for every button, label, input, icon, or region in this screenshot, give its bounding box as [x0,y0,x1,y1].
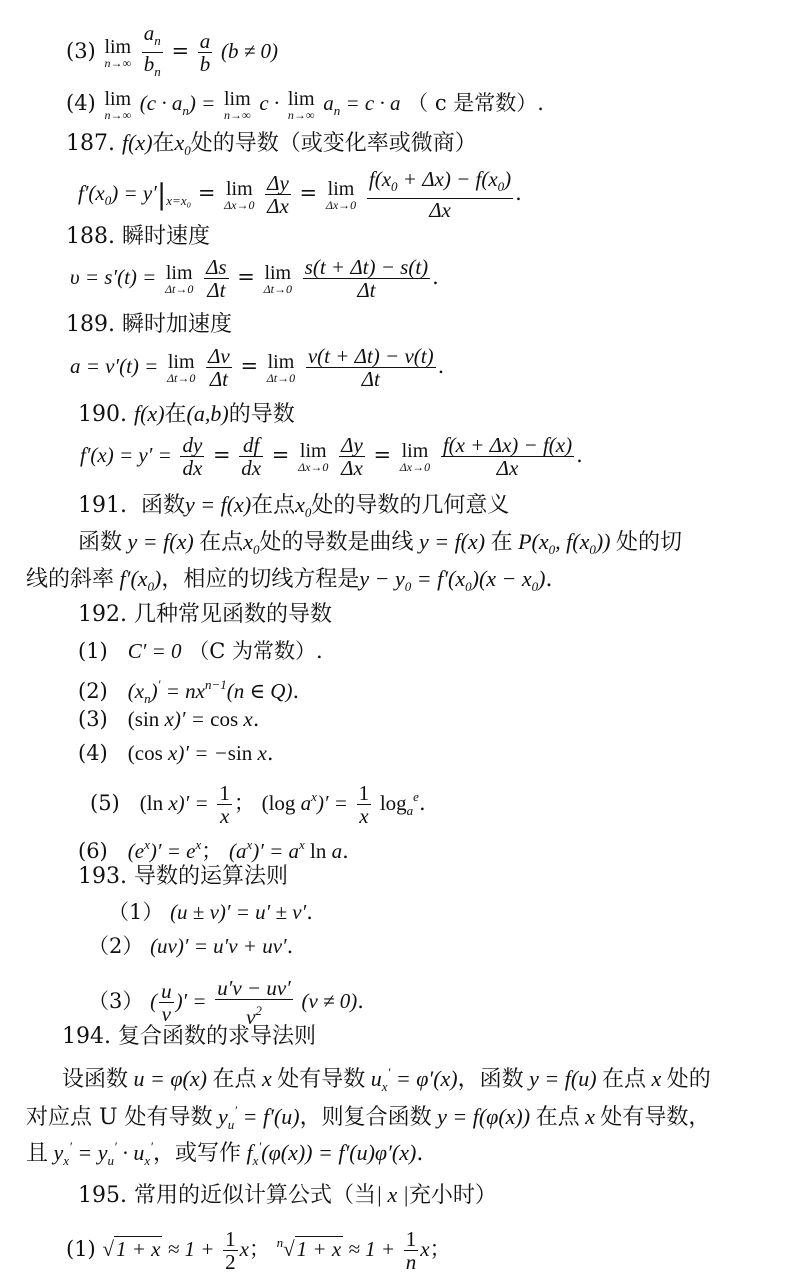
formula-derivative-at-point: $f'(x_0) = y'|_{x=x_0}$ = lim Δx→0 $\frac{\Delta y}{\Delta x}$ = lim Δx→0 $\frac{f(x_0 + \Delta x) - f(x_0)}{\Delta x}$ . [78,167,522,222]
heading-187: 187. f(x)在$x_0$处的导数（或变化率或微商） [66,130,477,158]
formula-192-2: (2) $(x_n)' = nx^{n-1}(n$ ∈ Q). [78,677,300,706]
item-label: (4) [66,91,96,115]
paragraph-194-line2: 对应点 U 处有导数 $y_u' = f'(u)$，则复合函数 y = f(φ(x)) 在点 x 处有导数， [26,1103,711,1132]
formula-192-3: (3) (sin x)′ = cos x. [78,707,260,731]
heading-191: 191. 函数y = f(x)在点$x_0$处的导数的几何意义 [78,492,510,520]
formula-192-6: (6) $(e^x)' = e^x$； $(a^x)' = a^x$ ln a. [78,837,349,863]
limit-operator: lim n→∞ [104,35,132,70]
formula-193-2: （2） (uv)′ = u′v + uv′. [88,934,294,958]
formula-192-5: (5) (ln x)′ = $\frac{1}{x}$ ； (log $a^x)'$ = $\frac{1}{x}$ $\log_a^e$. [90,781,426,828]
heading-189: 189. 瞬时加速度 [66,312,232,337]
fraction: $\frac{a}{b}$ [199,29,211,76]
formula-192-4: (4) (cos x)′ = −sin x. [78,741,274,765]
formula-193-3: （3） ( $\frac{u}{v}$ )′ = $\frac{u'v - uv'}{v^2}$ (v ≠ 0). [88,976,364,1029]
paragraph-194-line1: 设函数 u = φ(x) 在点 x 处有导数 $u_x' = \varphi'(x)$，函数 y = f(u) 在点 x 处的 [62,1065,711,1094]
paragraph-191-line2: 线的斜率 $f'(x_0)$，相应的切线方程是$y - y_0 = f'(x_0)(x - x_0)$. [26,566,553,594]
formula-195-1: (1) √1 + x ≈ 1 + $\frac{1}{2}$ x； $^n$√1 + x ≈ 1 + $\frac{1}{n}$ x； [66,1227,451,1274]
formula-instant-velocity: υ = s′(t) = lim Δt→0 $\frac{\Delta s}{\Delta t}$ = lim Δt→0 $\frac{s(t + \Delta t) - s(t)}{\Delta t}$ . [70,255,439,302]
constant-note: （ c 是常数）. [407,91,544,115]
fraction: $\frac{a_n}{b_n}$ [143,21,161,79]
item-label: (3) [66,39,96,63]
formula-limit-constant: (4) lim n→∞ $(c \cdot a_n)$ = lim n→∞ c · lim n→∞ $a_n = c \cdot a$ （ c 是常数）. [66,87,544,122]
heading-195: 195. 常用的近似计算公式（当| x |充小时） [78,1182,497,1208]
formula-192-1: (1) C′ = 0 （C 为常数）. [78,639,323,663]
formula-193-1: （1） (u ± v)′ = u′ ± v′. [108,900,313,924]
paragraph-194-line3: 且 $y_x' = y_u' \cdot u_x'$，或写作 $f_x'(\varphi(x)) = f'(u)\varphi'(x)$. [26,1139,424,1168]
heading-194: 194. 复合函数的求导法则 [62,1024,316,1049]
paragraph-191-line1: 函数 y = f(x) 在点$x_0$处的导数是曲线 y = f(x) 在 $P(x_0$, $f(x_0)$) 处的切 [78,529,683,557]
formula-limit-quotient: (3) lim n→∞ $\frac{a_n}{b_n}$ = $\frac{a}{b}$ (b ≠ 0) [66,22,278,83]
formula-instant-acceleration: a = v′(t) = lim Δt→0 $\frac{\Delta v}{\Delta t}$ = lim Δt→0 $\frac{v(t + \Delta t) - v(t)}{\Delta t}$ . [70,344,445,391]
limit-operator: lim n→∞ [104,87,132,122]
limit-operator: lim n→∞ [223,87,251,122]
heading-192: 192. 几种常见函数的导数 [78,602,332,627]
formula-derivative-on-interval: f′(x) = y′ = $\frac{dy}{dx}$ = $\frac{df}{dx}$ = lim Δx→0 $\frac{\Delta y}{\Delta x}$ = lim Δx→0 $\frac{f(x + \Delta x) - f(x)}{\Delta x}$ . [80,433,583,480]
limit-operator: lim n→∞ [287,87,315,122]
heading-190: 190. f(x)在(a,b)的导数 [78,401,295,427]
heading-188: 188. 瞬时速度 [66,224,210,249]
heading-193: 193. 导数的运算法则 [78,864,288,889]
